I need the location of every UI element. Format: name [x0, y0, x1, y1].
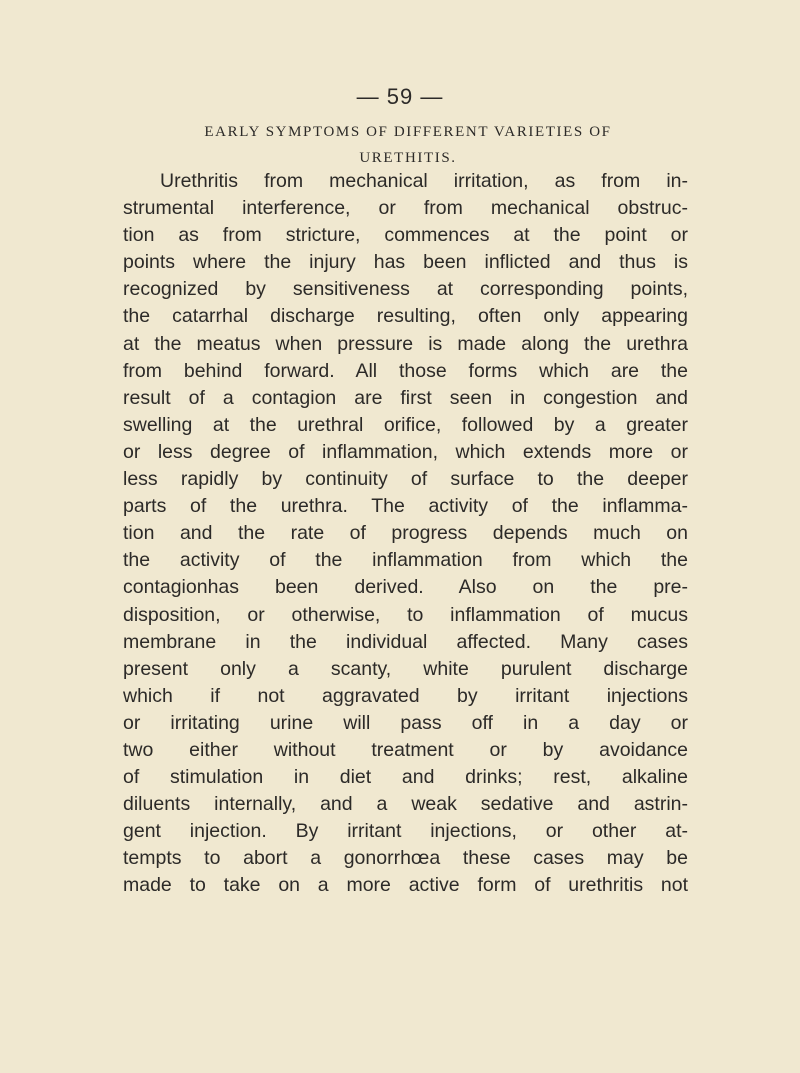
text-line: gent injection. By irritant injections, or other at- — [123, 820, 688, 843]
text-line: membrane in the individual affected. Many cases — [123, 630, 688, 653]
heading-line: URETHITIS. — [359, 150, 457, 166]
text-line: tion as from stricture, commences at the point or — [123, 224, 688, 247]
text-line: from behind forward. All those forms which are the — [123, 359, 688, 382]
text-line: at the meatus when pressure is made along the urethra — [123, 332, 688, 355]
text-line: disposition, or otherwise, to inflammation of mucus — [123, 603, 688, 626]
text-line: or less degree of inflammation, which extends more or — [123, 440, 688, 463]
text-line: made to take on a more active form of urethritis not — [123, 874, 688, 897]
text-line: diluents internally, and a weak sedative and astrin- — [123, 793, 688, 816]
text-line: strumental interference, or from mechanical obstruc- — [123, 197, 688, 220]
text-line: the activity of the inflammation from which the — [123, 549, 688, 572]
text-line: two either without treatment or by avoidance — [123, 738, 688, 761]
text-line: or irritating urine will pass off in a day or — [123, 711, 688, 734]
heading-line: EARLY SYMPTOMS OF DIFFERENT VARIETIES OF — [204, 124, 612, 140]
text-line: tion and the rate of progress depends much on — [123, 522, 688, 545]
text-line: recognized by sensitiveness at corresponding points, — [123, 278, 688, 301]
text-line: parts of the urethra. The activity of the inflamma- — [123, 495, 688, 518]
text-line: less rapidly by continuity of surface to the deeper — [123, 468, 688, 491]
text-line: Urethritis from mechanical irritation, as from in- — [160, 170, 688, 192]
text-line: present only a scanty, white purulent discharge — [123, 657, 688, 680]
text-line: swelling at the urethral orifice, followed by a greater — [123, 413, 688, 436]
text-line: result of a contagion are first seen in congestion and — [123, 386, 688, 409]
text-line: points where the injury has been inflicted and thus is — [123, 251, 688, 274]
text-line: contagionhas been derived. Also on the pre- — [123, 576, 688, 599]
text-line: tempts to abort a gonorrhœa these cases may be — [123, 847, 688, 870]
page-number: — 59 — — [356, 84, 444, 109]
text-line: the catarrhal discharge resulting, often only appearing — [123, 305, 688, 328]
body-text — [123, 168, 688, 900]
text-line: which if not aggravated by irritant injections — [123, 684, 688, 707]
section-heading — [128, 119, 688, 171]
text-line: of stimulation in diet and drinks; rest, alkaline — [123, 766, 688, 789]
